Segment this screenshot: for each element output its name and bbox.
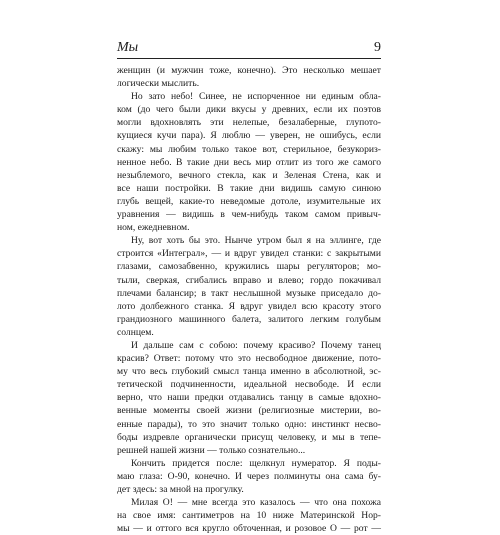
text-line: Кончить придется после: щелкнул нумератор. Я поды- bbox=[131, 457, 381, 469]
paragraph bbox=[117, 339, 381, 457]
text-line: ненное небо. В такие дни весь мир отлит из того же самого bbox=[117, 156, 381, 168]
text-line: верно, что наши предки отдавались танцу в самые вдохно- bbox=[117, 392, 381, 404]
text-line: решней нашей жизни — только сознательно... bbox=[117, 444, 306, 456]
paragraph bbox=[117, 234, 381, 339]
paragraph bbox=[117, 90, 381, 234]
text-line: лото долбежного станка. Я вдруг увидел всю красоту этого bbox=[117, 300, 381, 312]
text-line: на свое имя: сантиметров на 10 ниже Материнской Нор- bbox=[117, 510, 381, 522]
text-line: мы — и оттого вся кругло обточенная, и розовое О — рот — bbox=[117, 523, 381, 535]
text-line: Ну, вот хоть бы это. Нынче утром был я на эллинге, где bbox=[131, 235, 381, 247]
text-line: Но зато небо! Синее, не испорченное ни единым обла- bbox=[131, 91, 381, 103]
text-line: незыблемого, вечного стекла, как и Зеленая Стена, как и bbox=[117, 169, 381, 181]
text-line: строится «Интеграл», — и вдруг увидел станки: с закрытыми bbox=[117, 248, 381, 260]
text-line: боды издревле органически присущ человеку, и мы в тепе- bbox=[117, 431, 381, 443]
text-line: могли вдохновлять эти нелепые, безалаберные, глупото- bbox=[117, 117, 381, 129]
paragraph bbox=[117, 457, 381, 496]
text-line: уравнения — видишь в чем-нибудь таком самом привыч- bbox=[117, 209, 381, 221]
text-line: тыли, сверкая, сгибались вправо и влево; гордо покачивал bbox=[117, 274, 381, 286]
text-line: плечами балансир; в такт неслышной музыке приседало до- bbox=[117, 287, 381, 299]
text-line: маю глаза: О-90, конечно. И через полминуты она сама бу- bbox=[117, 470, 381, 482]
text-line: красив? Ответ: потому что это несвободное движение, пото- bbox=[117, 353, 381, 365]
text-line: грандиозного машинного балета, залитого легким голубым bbox=[117, 313, 381, 325]
text-line: солнцем. bbox=[117, 326, 154, 338]
text-line: енные парады), то это значит только одно: инстинкт несво- bbox=[117, 418, 381, 430]
text-line: логически мыслить. bbox=[117, 78, 200, 90]
paragraph bbox=[117, 64, 381, 90]
paragraph bbox=[117, 496, 381, 535]
text-line: глубь вещей, какие-то неведомые дотоле, изумительные их bbox=[117, 195, 381, 207]
text-line: Милая О! — мне всегда это казалось — что она похожа bbox=[131, 497, 381, 509]
text-line: тетической подчиненности, идеальной несвободе. И если bbox=[117, 379, 381, 391]
page-number: 9 bbox=[374, 40, 381, 55]
text-line: му что весь глубокий смысл танца именно в абсолютной, эс- bbox=[117, 366, 381, 378]
text-line: И дальше сам с собою: почему красиво? Почему танец bbox=[131, 339, 381, 351]
text-line: все наши постройки. В такие дни видишь самую синюю bbox=[117, 182, 381, 194]
text-line: венные моменты своей жизни (религиозные мистерии, во- bbox=[117, 405, 381, 417]
book-title: Мы bbox=[117, 40, 139, 55]
text-line: дет здесь: за мной на прогулку. bbox=[117, 484, 244, 495]
text-line: скажу: мы любим только такое вот, стерильное, безукориз- bbox=[117, 143, 381, 155]
text-line: ном, ежедневном. bbox=[117, 222, 190, 234]
text-line: женщин (и мужчин тоже, конечно). Это несколько мешает bbox=[117, 65, 381, 76]
header-rule bbox=[117, 58, 381, 59]
text-line: кущиеся кучи пара). Я люблю — уверен, не ошибусь, если bbox=[117, 130, 381, 142]
text-line: ком (до чего были дики вкусы у древних, если их поэтов bbox=[117, 104, 381, 116]
running-head bbox=[117, 40, 381, 58]
body-text bbox=[117, 64, 381, 535]
text-line: глазами, самозабвенно, кружились шары регуляторов; мо- bbox=[117, 261, 381, 273]
